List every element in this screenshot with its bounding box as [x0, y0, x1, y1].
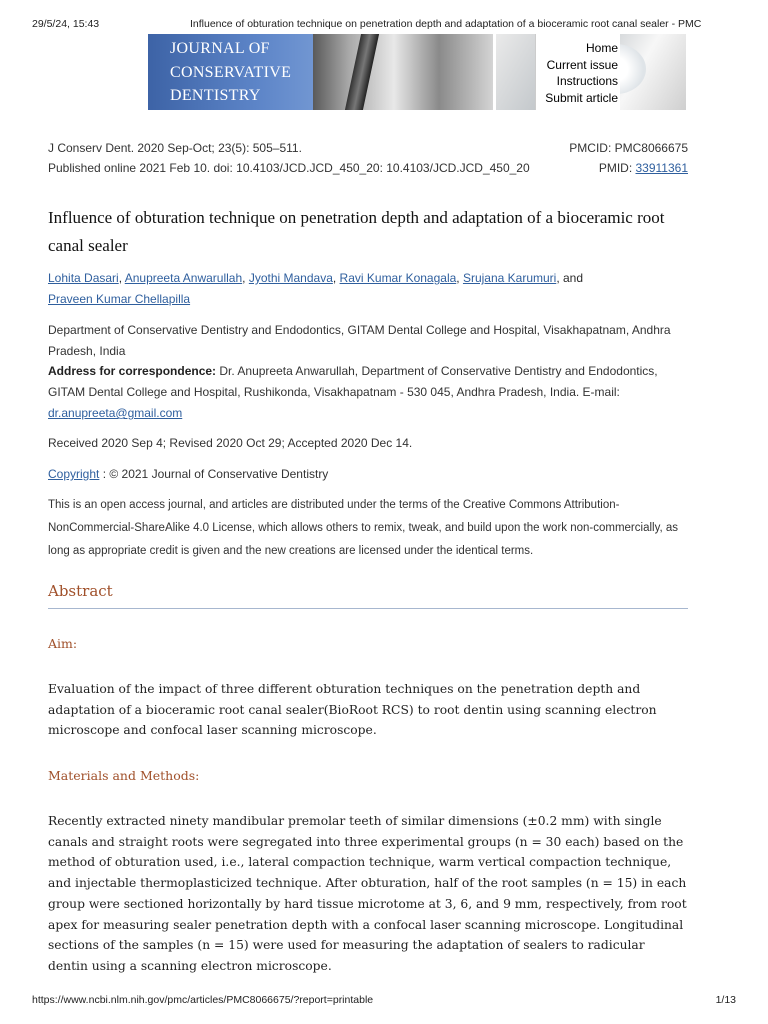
- author-link[interactable]: Anupreeta Anwarullah: [124, 271, 243, 285]
- published-line: [48, 161, 688, 175]
- abstract-heading: Abstract: [48, 582, 113, 600]
- published-doi: Published online 2021 Feb 10. doi: 10.4103/JCD.JCD_450_20: 10.4103/JCD.JCD_450_20: [48, 161, 530, 175]
- author-list: Lohita Dasari, Anupreeta Anwarullah, Jyothi Mandava, Ravi Kumar Konagala, Srujana Karumuri, and Praveen Kumar Chellapilla: [48, 271, 584, 306]
- author-link[interactable]: Ravi Kumar Konagala: [339, 271, 457, 285]
- print-url: https://www.ncbi.nlm.nih.gov/pmc/articles/PMC8066675/?report=printable: [32, 994, 374, 1006]
- license-text: This is an open access journal, and articles are distributed under the terms of the Creative Commons Attribution-NonCommercial-ShareAlike 4.0 License, which allows others to remix, tweak, and build upon the work non-commercially, as long as appropriate credit is given and the new creations are licensed under the identical terms.: [48, 499, 679, 557]
- print-datetime: 29/5/24, 15:43: [32, 18, 100, 30]
- author-link[interactable]: Srujana Karumuri: [462, 271, 557, 285]
- author-link[interactable]: Lohita Dasari: [48, 271, 119, 285]
- aim-heading: Aim:: [48, 636, 78, 651]
- page-number: 1/13: [715, 994, 736, 1006]
- banner-photo-instruments: [313, 34, 493, 110]
- logo-line-2: CONSERVATIVE: [170, 64, 292, 81]
- correspondence: Address for correspondence: Dr. Anupreeta Anwarullah, Department of Conservative Dentistry and Endodontics, GITAM Dental College and Hospital, Rushikonda, Visakhapatnam - 530 045, Andhra Pradesh, India. E-mail: dr.anupreeta@gmail.com: [48, 364, 658, 420]
- correspondence-label: Address for correspondence:: [48, 364, 217, 378]
- affiliation: Department of Conservative Dentistry and Endodontics, GITAM Dental College and Hospital, Visakhapatnam, Andhra Pradesh, India: [48, 323, 671, 358]
- print-header: [0, 0, 768, 30]
- journal-nav: [535, 34, 620, 110]
- aim-text: Evaluation of the impact of three different obturation techniques on the penetration depth and adaptation of a bioceramic root canal sealer(BioRoot RCS) to root dentin using scanning electron microscope and confocal laser scanning microscope.: [48, 682, 657, 738]
- author-link[interactable]: Praveen Kumar Chellapilla: [48, 292, 191, 306]
- logo-line-1: JOURNAL OF: [170, 40, 270, 57]
- email-link[interactable]: dr.anupreeta@gmail.com: [48, 406, 183, 420]
- copyright: Copyright : © 2021 Journal of Conservative Dentistry: [48, 467, 329, 481]
- pmid-label: PMID:: [598, 161, 636, 175]
- nav-home-link[interactable]: Home: [585, 41, 618, 55]
- copyright-link[interactable]: Copyright: [48, 467, 100, 481]
- nav-submit-article-link[interactable]: Submit article: [545, 90, 618, 105]
- citation-line: [48, 141, 688, 155]
- methods-text: Recently extracted ninety mandibular premolar teeth of similar dimensions (±0.2 mm) with single canals and straight roots were segregated into three experimental groups (n = 30 each) based on the method of obturation used, i.e., lateral compaction technique, warm vertical compaction technique, and injectable thermoplasticized technique. After obturation, half of the root samples (n = 15) in each group were sectioned horizontally by hard tissue microtome at 3, 6, and 9 mm, respectively, from root apex for measuring sealer penetration depth with a confocal laser scanning microscope. Longitudinal sections of the samples (n = 15) were used for measuring the adaptation of sealers to radicular dentin using a scanning electron microscope.: [48, 814, 687, 973]
- nav-instructions-link[interactable]: Instructions: [556, 74, 618, 88]
- print-page-title: Influence of obturation technique on penetration depth and adaptation of a bioceramic root canal sealer - PMC: [190, 18, 702, 30]
- print-footer: [0, 994, 768, 1024]
- pmid-link[interactable]: 33911361: [635, 161, 688, 175]
- author-link[interactable]: Jyothi Mandava: [248, 271, 333, 285]
- methods-heading: Materials and Methods:: [48, 768, 200, 783]
- pmid: [599, 161, 688, 175]
- pmcid: PMCID: PMC8066675: [569, 141, 688, 155]
- logo-line-3: DENTISTRY: [170, 87, 261, 104]
- journal-citation: J Conserv Dent. 2020 Sep-Oct; 23(5): 505–511.: [48, 141, 302, 155]
- abstract-divider: [48, 608, 688, 609]
- article-dates: Received 2020 Sep 4; Revised 2020 Oct 29; Accepted 2020 Dec 14.: [48, 436, 413, 450]
- nav-current-issue-link[interactable]: Current issue: [546, 57, 618, 72]
- journal-banner: [148, 34, 620, 110]
- article-title: Influence of obturation technique on penetration depth and adaptation of a bioceramic root canal sealer: [48, 208, 665, 255]
